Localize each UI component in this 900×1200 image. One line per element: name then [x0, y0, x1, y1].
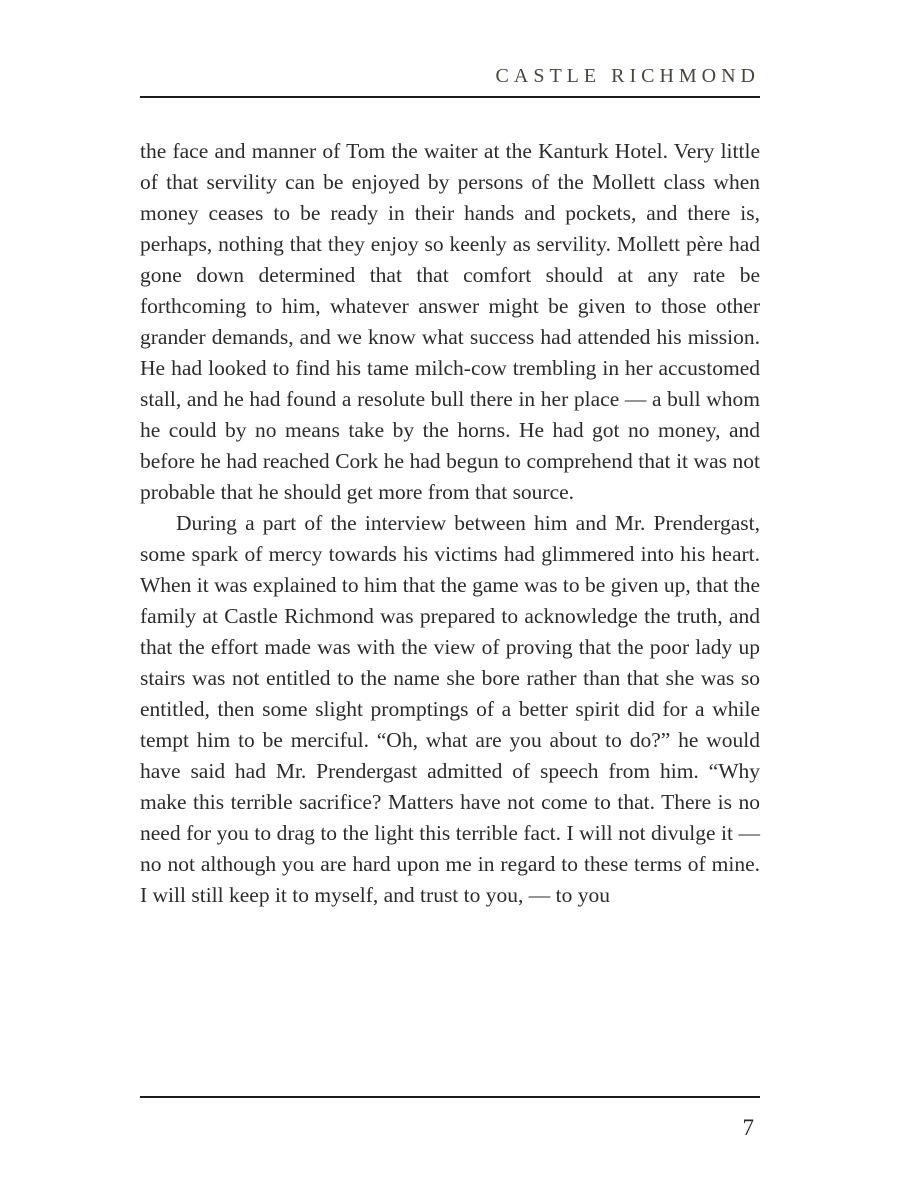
- footer-rule: [140, 1096, 760, 1098]
- page-header: [140, 0, 760, 98]
- running-head-title: CASTLE RICHMOND: [495, 65, 760, 87]
- header-rule: [140, 96, 760, 98]
- body-text: [140, 136, 760, 911]
- paragraph: During a part of the interview between him and Mr. Prendergast, some spark of mercy towards his victims had glimmered into his heart. When it was explained to him that the game was to be given up, that the family at Castle Richmond was prepared to acknowledge the truth, and that the effort made was with the view of proving that the poor lady up stairs was not entitled to the name she bore rather than that she was so entitled, then some slight promptings of a better spirit did for a while tempt him to be merciful. “Oh, what are you about to do?” he would have said had Mr. Prendergast admitted of speech from him. “Why make this terrible sacrifice? Matters have not come to that. There is no need for you to drag to the light this terrible fact. I will not divulge it — no not although you are hard upon me in regard to these terms of mine. I will still keep it to myself, and trust to you, — to you: [140, 511, 760, 907]
- page-footer: [140, 1096, 760, 1200]
- page-number: 7: [742, 1115, 754, 1141]
- paragraph: the face and manner of Tom the waiter at the Kanturk Hotel. Very little of that servility can be enjoyed by persons of the Mollett class when money ceases to be ready in their hands and pockets, and there is, perhaps, nothing that they enjoy so keenly as servility. Mollett père had gone down determined that that comfort should at any rate be forthcoming to him, whatever answer might be given to those other grander demands, and we know what success had attended his mission. He had looked to find his tame milch-cow trembling in her accustomed stall, and he had found a resolute bull there in her place — a bull whom he could by no means take by the horns. He had got no money, and before he had reached Cork he had begun to comprehend that it was not probable that he should get more from that source.: [140, 139, 760, 504]
